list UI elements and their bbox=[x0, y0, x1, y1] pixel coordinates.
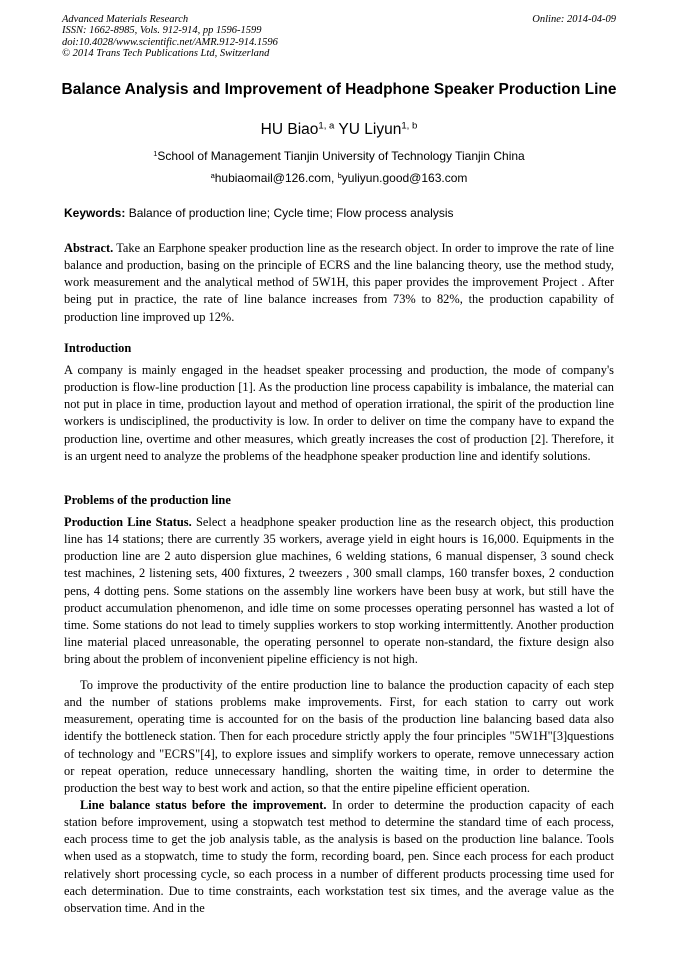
email-superscript: a bbox=[210, 170, 215, 180]
author-line bbox=[40, 121, 638, 139]
keywords-text: Balance of production line; Cycle time; Flow process analysis bbox=[125, 206, 454, 220]
section-heading-problems: Problems of the production line bbox=[64, 493, 231, 507]
production-line-status-paragraph bbox=[64, 514, 614, 668]
author-superscript: 1, b bbox=[401, 120, 418, 132]
paper-title: Balance Analysis and Improvement of Headphone Speaker Production Line bbox=[61, 81, 617, 98]
email-superscript: b bbox=[337, 170, 342, 180]
email-line bbox=[40, 170, 638, 186]
author-name: HU Biao bbox=[260, 121, 319, 138]
line-balance-status-paragraph bbox=[64, 797, 614, 917]
keywords bbox=[64, 205, 616, 221]
copyright-line: © 2014 Trans Tech Publications Ltd, Switzerland bbox=[62, 48, 270, 60]
email-link[interactable]: yuliyun.good@163.com bbox=[341, 171, 468, 185]
issn-line: ISSN: 1662-8985, Vols. 912-914, pp 1596-1599 bbox=[62, 25, 262, 37]
affiliation bbox=[40, 148, 638, 164]
improvement-approach-paragraph: To improve the productivity of the entire production line to balance the production capacity of each step and the number of stations problems make improvements. First, for each station to carry out work measurement, operating time is accounted for on the basis of the production line balancing based data also identify the bottleneck station. Then for each procedure strictly apply the four principles "5W1H"[3]questions of technology and "ECRS"[4], to explore issues and simplify workers to operate, remove unnecessary action or repeat operation, reduce unnecessary handling, shorten the waiting time, in order to determine the production the best way to best work and action, so that the entire pipeline efficient operation. bbox=[64, 678, 614, 795]
author-superscript: 1, a bbox=[318, 120, 335, 132]
email-separator: , bbox=[330, 171, 338, 185]
affiliation-superscript: 1 bbox=[153, 148, 158, 158]
online-date: Online: 2014-04-09 bbox=[532, 14, 616, 25]
introduction-paragraph: A company is mainly engaged in the headset speaker processing and production, the mode of company's production is flow-line production [1]. As the production line process capability is imbalance, the material can not put in place in time, production layout and method of operation irrational, the spirit of the production line workers is undisciplined, the productivity is low. In order to deliver on time the company have to expand the production line, overtime and other measures, which greatly increases the cost of production [2]. Therefore, it is an urgent need to analyze the problems of the headphone speaker production line and identify solutions. bbox=[64, 363, 614, 463]
section-heading-introduction: Introduction bbox=[64, 341, 132, 355]
paragraph-text: In order to determine the production capacity of each station before improvement, using a stopwatch test method to determine the standard time of each process, each process time to get the job analysis table, as the analysis is based on the production line balance. Tools when used as a stopwatch, time to study the form, recording board, pen. Since each process for each product relatively short processing cycle, so each process in a number of different products processing time used for each determination. Due to time constraints, each workstation test six times, and the average value as the observation time. And in the bbox=[64, 798, 614, 915]
keywords-label: Keywords: bbox=[64, 206, 126, 220]
abstract bbox=[64, 240, 614, 326]
journal-header bbox=[62, 14, 616, 60]
paragraph-label: Production Line Status. bbox=[64, 515, 192, 529]
abstract-text: Take an Earphone speaker production line as the research object. In order to improve the rate of line balance and production, basing on the principle of ECRS and the line balancing theory, use the method study, work measurement and the analytical method of 5W1H, this paper provides the improvement Project . After being put in practice, the rate of line balance increases from 73% to 82%, the production capability of production line improved up 12%. bbox=[64, 241, 614, 324]
doi-line: doi:10.4028/www.scientific.net/AMR.912-914.1596 bbox=[62, 36, 278, 48]
abstract-label: Abstract. bbox=[64, 241, 114, 255]
paragraph-label: Line balance status before the improvement. bbox=[80, 798, 327, 812]
author-name: YU Liyun bbox=[338, 121, 402, 138]
affiliation-text: School of Management Tianjin University of Technology Tianjin China bbox=[157, 149, 525, 163]
journal-name: Advanced Materials Research bbox=[62, 14, 189, 25]
email-link[interactable]: hubiaomail@126.com bbox=[214, 171, 331, 185]
paragraph-text: Select a headphone speaker production line as the research object, this production line has 14 stations; there are currently 35 workers, average yield in eight hours is 16,000. Equipments in the production line are 2 auto dispersion glue machines, 6 welding stations, 6 manual dispenser, 3 sound check test machines, 2 listening sets, 400 fixtures, 2 tweezers , 300 small clamps, 160 transfer boxes, 2 conduction pens, 4 dotting pens. Some stations on the assembly line workers have been busy at work, but still have the product accumulation phenomenon, and idle time on some processes operating personnel has wasted a lot of time. Some stations do not lead to timely supplies workers to stop working intermittently. Another production line material placed unreasonable, the operating personnel to operate non-standard, the fixture design also bring about the problem of inconvenient pipeline efficiency is not high. bbox=[64, 515, 614, 667]
